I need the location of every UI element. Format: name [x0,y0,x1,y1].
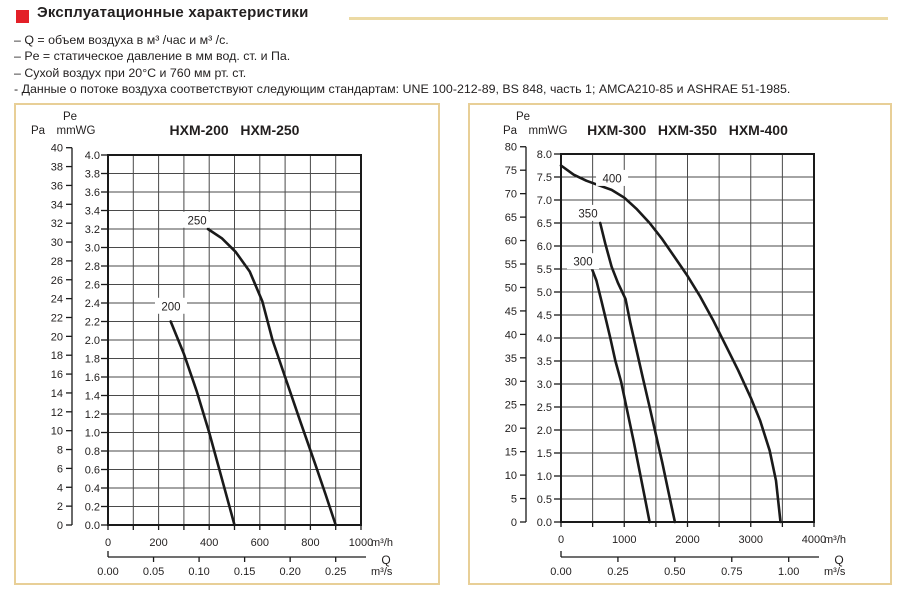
svg-text:38: 38 [50,161,63,174]
performance-chart-hxm-300-350-400 [470,105,890,583]
svg-text:5: 5 [510,493,517,506]
svg-text:0.75: 0.75 [721,566,743,578]
mmwg-tick-labels [85,150,100,532]
m3s-tick-labels [550,566,799,578]
m3s-tick-labels [97,566,346,578]
svg-text:3.2: 3.2 [84,224,100,236]
q-axis-label: Q [834,553,844,567]
svg-text:3.0: 3.0 [536,379,552,391]
svg-text:0.00: 0.00 [97,566,119,578]
svg-text:30: 30 [50,237,63,250]
svg-text:2.8: 2.8 [84,261,100,273]
svg-text:0.8: 0.8 [84,446,100,458]
svg-text:32: 32 [50,218,63,231]
svg-text:60: 60 [504,235,517,248]
svg-text:4.0: 4.0 [84,150,100,162]
m3s-unit-label: m³/s [371,566,393,578]
pa-axis [520,147,526,522]
svg-text:0.25: 0.25 [607,566,629,578]
svg-text:3.4: 3.4 [84,205,100,218]
pa-axis [66,148,72,525]
curve-label-250 [181,212,213,228]
m3s-unit-label: m³/s [824,566,846,578]
q-axis-label: Q [381,553,391,567]
svg-text:0.10: 0.10 [188,566,210,578]
svg-text:Pe: Pe [515,111,531,123]
svg-text:200: 200 [149,537,168,549]
svg-text:1000: 1000 [348,537,374,549]
svg-text:35: 35 [504,352,517,365]
note-line: – Сухой воздух при 20°С и 760 мм рт. ст. [14,65,247,80]
mmwg-axis [554,154,561,522]
chart-panel-hxm-300-350-400 [468,103,892,585]
svg-text:mmWG: mmWG [56,125,96,137]
svg-text:45: 45 [504,305,517,318]
svg-text:16: 16 [50,369,63,382]
svg-text:2.2: 2.2 [84,316,100,329]
svg-text:1000: 1000 [612,534,637,546]
svg-text:400: 400 [602,173,622,186]
m3h-unit-label: m³/h [824,534,846,546]
curve-350 [600,223,675,522]
svg-text:3.5: 3.5 [536,356,552,368]
svg-text:34: 34 [50,199,63,212]
svg-text:0: 0 [56,520,63,532]
svg-text:30: 30 [504,376,517,389]
svg-text:6.5: 6.5 [536,218,552,230]
svg-text:1.0: 1.0 [536,471,552,483]
svg-text:600: 600 [250,537,269,549]
svg-text:5.0: 5.0 [536,287,552,299]
svg-text:0: 0 [104,537,112,549]
m3h-unit-label: m³/h [371,537,393,549]
svg-text:26: 26 [50,274,63,287]
pa-tick-labels [505,142,517,529]
mmwg-tick-labels [537,149,552,529]
svg-text:400: 400 [200,537,219,549]
svg-text:350: 350 [578,208,598,221]
svg-text:5.5: 5.5 [536,264,552,276]
svg-text:3.0: 3.0 [84,242,100,255]
svg-text:2.0: 2.0 [84,335,100,347]
axis-header-labels [503,111,568,137]
svg-text:6: 6 [56,463,63,476]
svg-text:0.0: 0.0 [84,520,100,532]
svg-text:50: 50 [504,282,517,295]
svg-text:0: 0 [510,517,517,529]
svg-text:22: 22 [50,312,63,325]
svg-text:2.6: 2.6 [84,279,100,292]
svg-text:3.6: 3.6 [84,187,100,199]
pa-tick-labels [51,143,63,532]
m3h-tick-labels [105,537,373,549]
section-rule [349,17,888,20]
svg-text:1.6: 1.6 [84,372,100,384]
svg-text:4000: 4000 [801,534,827,546]
svg-text:Pe: Pe [62,111,78,123]
svg-text:0.25: 0.25 [324,566,347,578]
svg-text:0: 0 [557,534,565,546]
svg-text:4.0: 4.0 [536,333,552,345]
curve-200 [171,322,235,526]
svg-text:800: 800 [301,537,320,549]
svg-text:20: 20 [50,331,63,344]
chart-title: HXM-300 HXM-350 HXM-400 [587,122,788,138]
svg-text:0.50: 0.50 [664,566,686,578]
svg-text:36: 36 [50,180,63,193]
svg-text:4: 4 [56,482,63,495]
grid [108,155,361,525]
svg-text:0.05: 0.05 [142,566,165,578]
svg-text:2.0: 2.0 [536,425,552,437]
svg-text:1.0: 1.0 [84,427,100,440]
section-title: Эксплуатационные характеристики [37,4,309,21]
m3s-axis [108,551,366,562]
performance-chart-hxm-200-250 [16,105,438,583]
svg-text:15: 15 [504,446,517,459]
axis-header-labels [31,111,96,137]
svg-text:Pa: Pa [502,125,518,137]
svg-text:1.4: 1.4 [84,390,100,403]
svg-text:0.20: 0.20 [279,566,301,578]
curve-300 [592,269,650,522]
svg-text:7.0: 7.0 [536,195,552,207]
svg-text:28: 28 [50,255,63,268]
svg-text:14: 14 [50,387,63,400]
note-line: – Pe = статическое давление в мм вод. ст. и Па. [14,49,291,64]
svg-text:1.5: 1.5 [536,448,552,460]
chart-panel-hxm-200-250 [14,103,440,585]
svg-text:20: 20 [504,423,517,436]
svg-text:0.2: 0.2 [84,501,100,514]
svg-text:1.00: 1.00 [777,566,800,578]
svg-text:2.4: 2.4 [84,298,100,310]
svg-text:6.0: 6.0 [536,241,552,253]
svg-text:2: 2 [56,501,63,514]
svg-text:0.5: 0.5 [536,494,552,506]
svg-text:75: 75 [504,165,517,178]
svg-text:65: 65 [504,212,517,225]
svg-text:18: 18 [50,350,63,363]
svg-text:80: 80 [504,141,517,154]
svg-text:0.15: 0.15 [233,566,256,578]
note-line: – Q = объем воздуха в м³ /час и м³ /с. [14,33,229,47]
svg-text:12: 12 [50,406,63,419]
mmwg-axis [101,155,108,525]
svg-text:Pa: Pa [30,125,46,137]
note-line: - Данные о потоке воздуха соответствуют следующим стандартам: UNE 100-212-89, BS 848, часть 1; AMCA210-85 и ASHRAE 51-1985. [14,82,791,97]
svg-text:0.00: 0.00 [550,566,572,578]
svg-text:200: 200 [161,301,181,314]
svg-text:70: 70 [504,188,517,201]
section-bullet-square [16,10,29,23]
svg-text:24: 24 [50,293,63,306]
curve-label-300 [567,253,599,269]
svg-text:1.8: 1.8 [84,353,100,366]
svg-text:0.6: 0.6 [84,464,100,477]
svg-text:40: 40 [50,142,63,155]
svg-text:7.5: 7.5 [536,172,552,184]
m3h-tick-labels [558,534,826,546]
svg-text:mmWG: mmWG [528,125,568,137]
svg-text:8.0: 8.0 [536,149,552,161]
svg-text:25: 25 [504,399,517,412]
svg-text:10: 10 [504,470,517,483]
svg-text:3.8: 3.8 [84,168,100,181]
svg-text:10: 10 [50,425,63,438]
svg-text:250: 250 [187,215,207,228]
svg-text:8: 8 [56,444,63,457]
svg-text:2.5: 2.5 [536,402,552,414]
m3s-axis [561,551,819,562]
svg-text:3000: 3000 [738,534,763,546]
svg-text:0.0: 0.0 [536,517,552,529]
svg-text:40: 40 [504,329,517,342]
svg-text:4.5: 4.5 [536,310,552,322]
chart-title: HXM-200 HXM-250 [169,122,300,138]
svg-text:2000: 2000 [675,534,700,546]
curve-label-350 [572,205,604,221]
notes-list [14,32,790,98]
curve-label-200 [155,298,187,314]
svg-text:300: 300 [573,256,593,269]
svg-text:55: 55 [504,259,517,272]
svg-text:1.2: 1.2 [84,409,100,421]
curve-label-400 [596,170,628,186]
svg-text:0.4: 0.4 [84,483,100,495]
